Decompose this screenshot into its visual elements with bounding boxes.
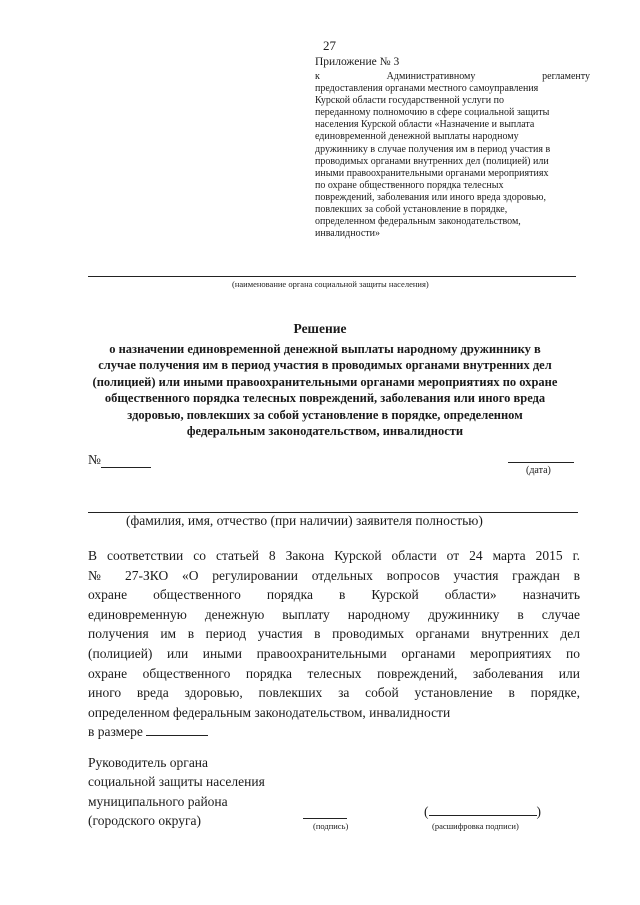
body-line: единовременную денежную выплату народному дружиннику в случае bbox=[88, 606, 580, 622]
appendix-line: к Административному регламенту bbox=[315, 71, 590, 82]
subtitle-line: общественного порядка телесных повреждений, заболевания или иного вреда bbox=[104, 391, 546, 406]
signature-decode-caption: (расшифровка подписи) bbox=[432, 821, 519, 831]
body-line: иного вреда здоровью, повлекших за собой установление в порядке, bbox=[88, 685, 580, 701]
decision-number bbox=[88, 452, 151, 468]
signatory-title bbox=[88, 753, 265, 831]
appendix-line: Курской области государственной услуги по bbox=[315, 95, 504, 107]
appendix-line: определенном федеральным законодательством, bbox=[315, 216, 521, 228]
appendix-description bbox=[315, 71, 590, 240]
signatory-line: (городского округа) bbox=[88, 813, 202, 829]
decision-body bbox=[88, 546, 580, 742]
body-line: охране общественного порядка в Курской области» назначить bbox=[88, 587, 580, 603]
body-line: № 27-ЗКО «О регулировании отдельных вопросов участия граждан в bbox=[88, 567, 580, 583]
subtitle-line: о назначении единовременной денежной выплаты народному дружиннику в bbox=[109, 342, 541, 356]
body-line: (полицией) или иными правоохранительными органами мероприятиях по bbox=[88, 645, 580, 661]
subtitle-line: федеральным законодательством, инвалидности bbox=[186, 424, 464, 439]
decode-close-paren: ) bbox=[536, 804, 541, 819]
subtitle-line: здоровью, повлекших за собой установление в порядке, определенном bbox=[127, 407, 523, 422]
applicant-name-caption: (фамилия, имя, отчество (при наличии) заявителя полностью) bbox=[126, 513, 483, 528]
signature-caption: (подпись) bbox=[313, 821, 349, 831]
decode-blank bbox=[429, 803, 537, 816]
appendix-line: предоставления органами местного самоуправления bbox=[315, 83, 539, 95]
appendix-title: Приложение № 3 bbox=[315, 56, 400, 68]
number-label: № bbox=[88, 452, 101, 467]
body-line: получения им в период участия в проводимых органами внутренних дел bbox=[88, 626, 580, 642]
body-line: охране общественного порядка телесных повреждений, заболевания или bbox=[88, 665, 580, 681]
document-subtitle bbox=[80, 341, 570, 439]
date-field bbox=[508, 462, 574, 463]
signatory-line: Руководитель органа bbox=[88, 755, 209, 770]
signature-field bbox=[303, 818, 347, 819]
appendix-line: единовременной денежной выплаты народному bbox=[315, 131, 519, 143]
number-field bbox=[101, 454, 151, 468]
amount-label: в размере bbox=[88, 724, 143, 740]
date-caption: (дата) bbox=[526, 465, 551, 476]
signatory-line: муниципального района bbox=[88, 793, 228, 809]
appendix-line: дружиннику в случае получения им в период участия в bbox=[315, 143, 551, 155]
org-name-field bbox=[88, 276, 576, 277]
appendix-line: по охране общественного порядка телесных bbox=[315, 179, 504, 191]
document-title: Решение bbox=[293, 321, 347, 336]
amount-field bbox=[146, 723, 208, 736]
appendix-line: переданному полномочию в сфере социальной защиты bbox=[315, 107, 550, 119]
decode-open-paren: ( bbox=[424, 804, 429, 819]
appendix-line: иными правоохранительными органами мероприятиях bbox=[315, 167, 549, 179]
page-number: 27 bbox=[323, 38, 336, 53]
amount-row bbox=[88, 722, 580, 742]
body-line: определенном федеральным законодательством, инвалидности bbox=[88, 704, 451, 720]
org-name-caption: (наименование органа социальной защиты населения) bbox=[232, 279, 429, 289]
appendix-line: инвалидности» bbox=[315, 228, 381, 240]
appendix-line: повреждений, заболевания или иного вреда здоровью, bbox=[315, 191, 547, 203]
body-line: В соответствии со статьей 8 Закона Курской области от 24 марта 2015 г. bbox=[88, 548, 580, 563]
signatory-line: социальной защиты населения bbox=[88, 774, 265, 790]
subtitle-line: (полицией) или иными правоохранительными органами мероприятиях по охране bbox=[92, 374, 558, 389]
signature-decode-field bbox=[424, 803, 541, 820]
appendix-line: населения Курской области «Назначение и выплата bbox=[315, 119, 535, 131]
appendix-line: проводимых органами внутренних дел (полицией) или bbox=[315, 155, 549, 167]
appendix-line: повлекших за собой установление в порядке, bbox=[315, 204, 508, 216]
subtitle-line: случае получения им в период участия в проводимых органами внутренних дел bbox=[98, 358, 552, 373]
